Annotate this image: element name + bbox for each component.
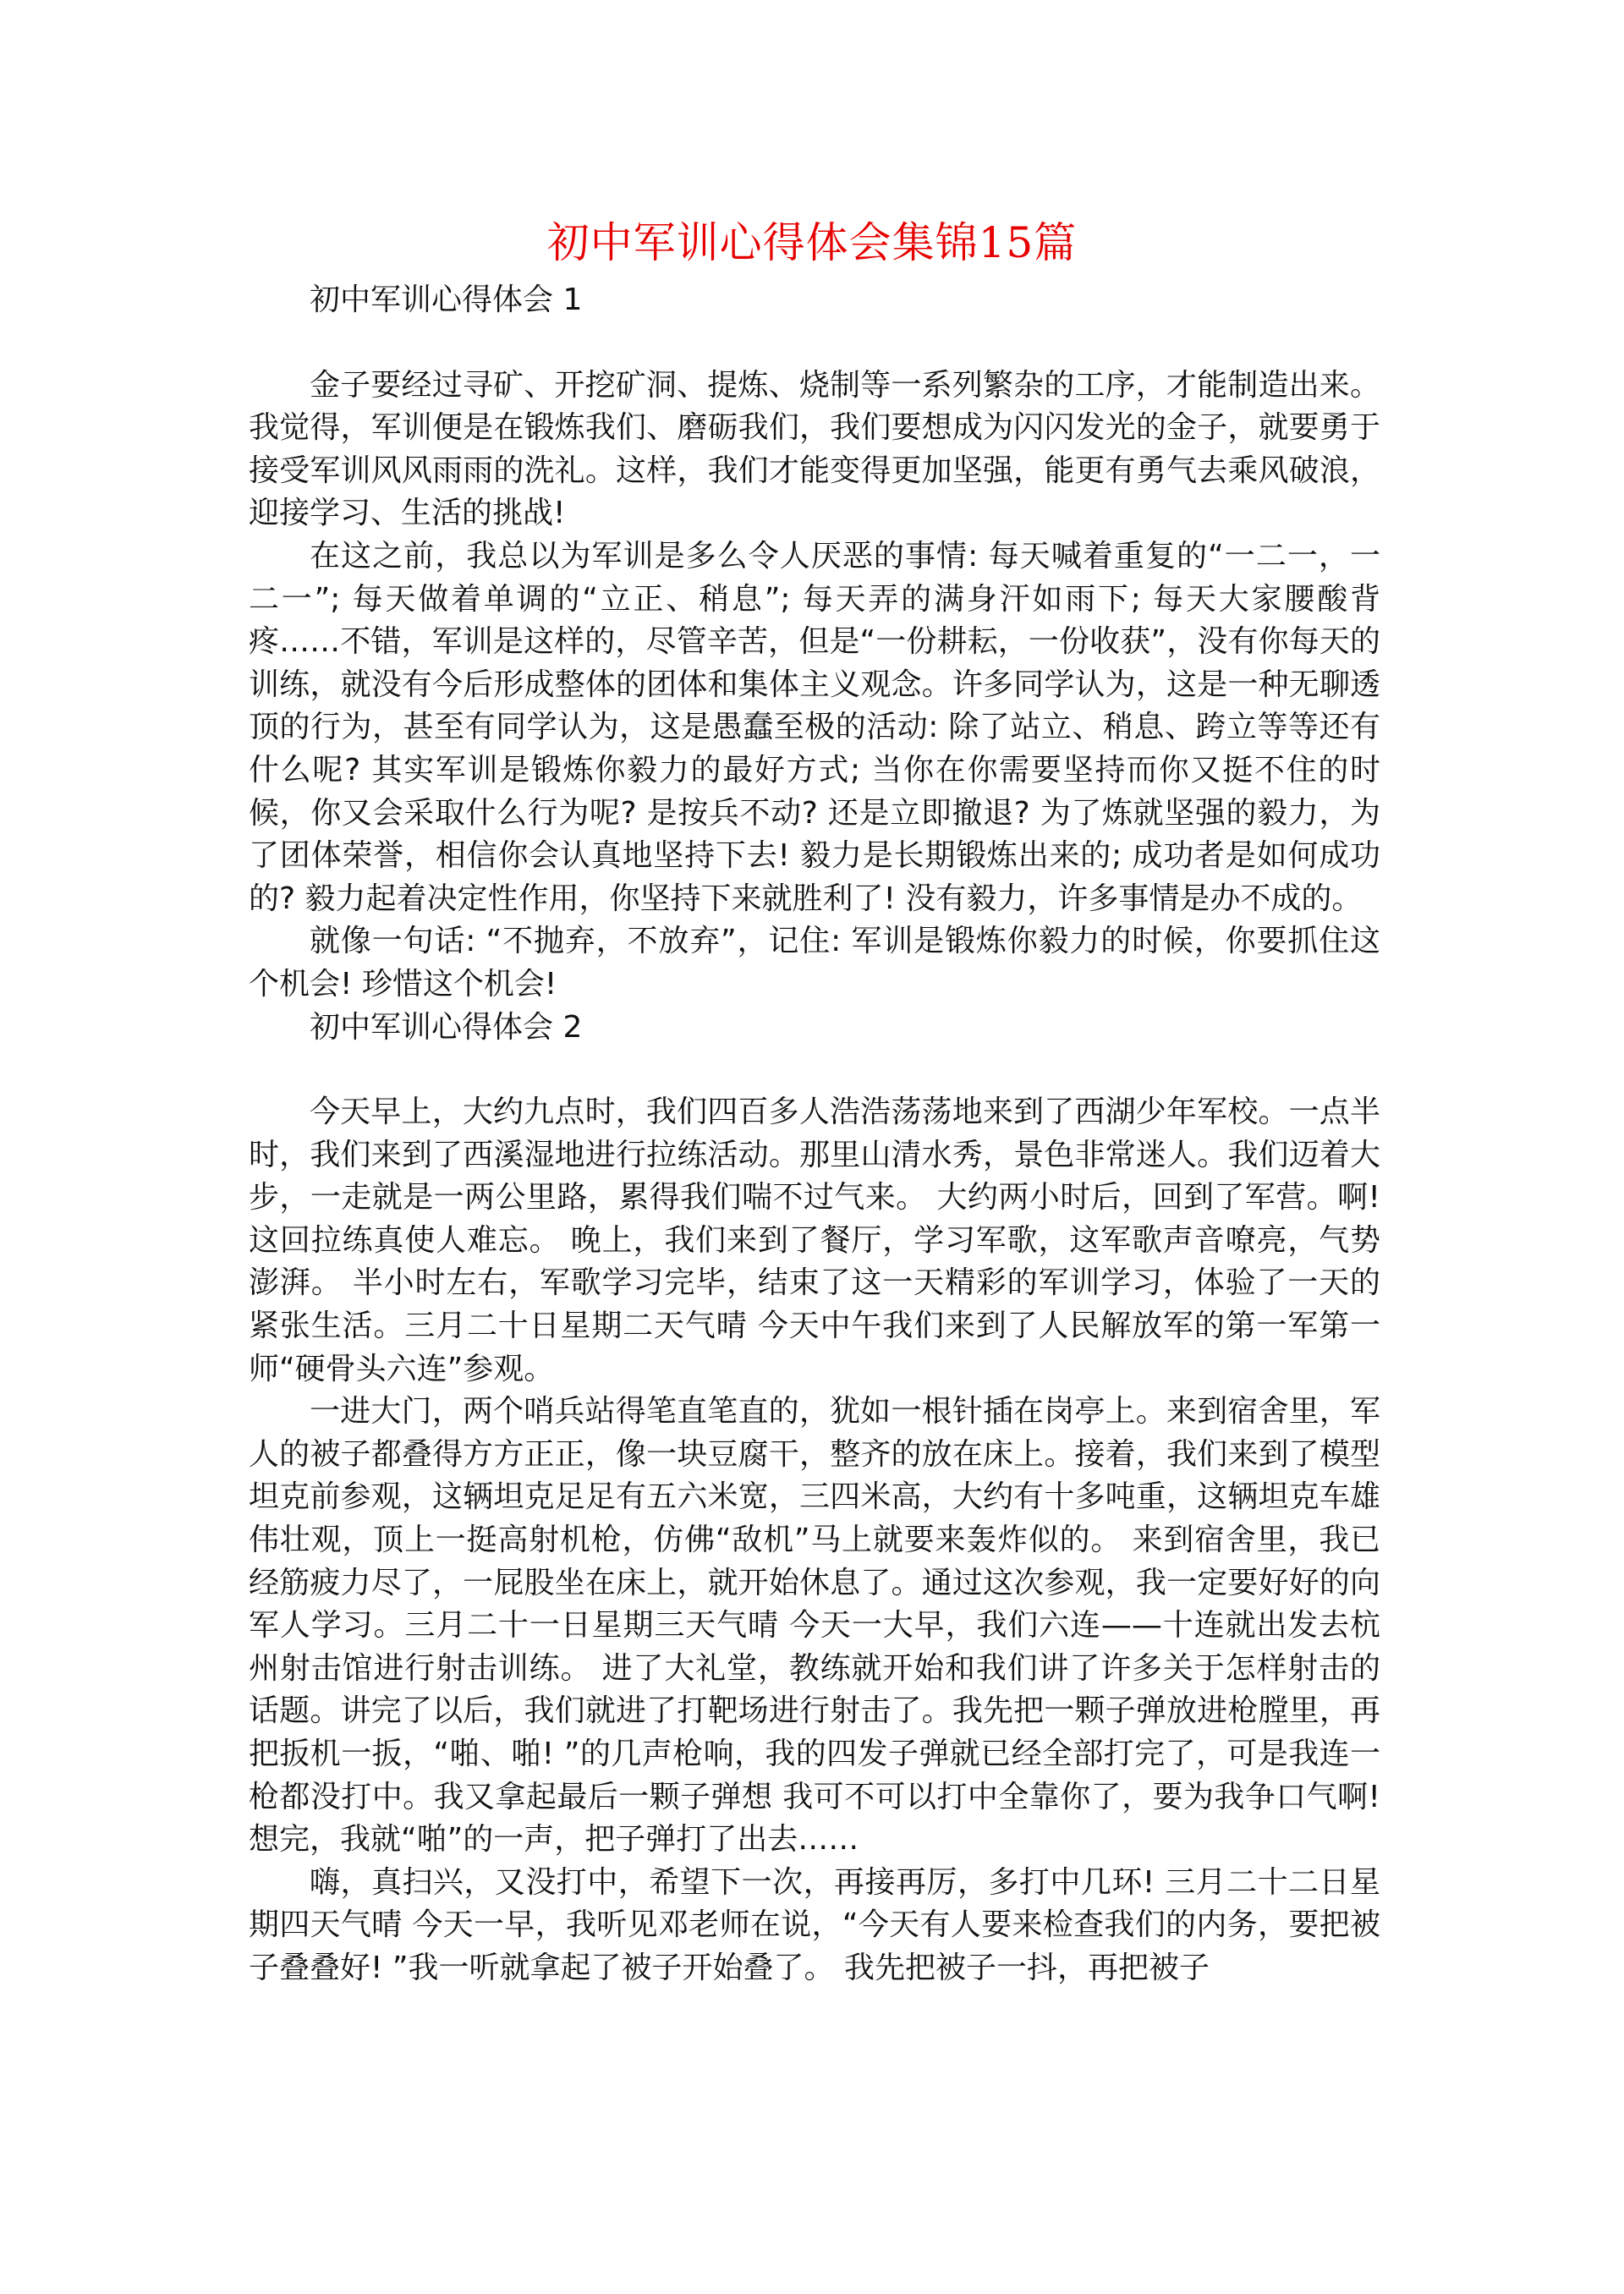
blank-line xyxy=(249,1049,1380,1091)
section-heading: 初中军训心得体会 1 xyxy=(310,283,583,317)
paragraph: 金子要经过寻矿、开挖矿洞、提炼、烧制等一系列繁杂的工序，才能制造出来。我觉得，军训便是在锻炼我们、磨砺我们，我们要想成为闪闪发光的金子，就要勇于接受军训风风雨雨的洗礼。这样，我们才能变得更加坚强，能更有勇气去乘风破浪，迎接学习、生活的挑战! xyxy=(249,367,1380,531)
paragraph: 一进大门，两个哨兵站得笔直笔直的，犹如一根针插在岗亭上。来到宿舍里，军人的被子都叠得方方正正，像一块豆腐干，整齐的放在床上。接着，我们来到了模型坦克前参观，这辆坦克足足有五六米宽，三四米高，大约有十多吨重，这辆坦克车雄伟壮观，顶上一挺高射机枪，仿佛“敌机”马上就要来轰炸似的。 来到宿舍里，我已经筋疲力尽了，一屁股坐在床上，就开始休息了。通过这次参观，我一定要好好的向军人学习。三月二十一日星期三天气晴 今天一大早，我们六连——十连就出发去杭州射击馆进行射击训练。 进了大礼堂，教练就开始和我们讲了许多关于怎样射击的话题。讲完了以后，我们就进了打靶场进行射击了。我先把一颗子弹放进枪膛里，再把扳机一扳，“啪、啪! ”的几声枪响，我的四发子弹就已经全部打完了，可是我连一枪都没打中。我又拿起最后一颗子弹想 我可不可以打中全靠你了，要为我争口气啊! 想完，我就“啪”的一声，把子弹打了出去…… xyxy=(249,1394,1380,1858)
blank-line xyxy=(249,322,1380,365)
section-heading: 初中军训心得体会 2 xyxy=(310,1009,583,1045)
paragraph: 就像一句话: “不抛弃，不放弃”，记住: 军训是锻炼你毅力的时候，你要抓住这个机会! 珍惜这个机会! xyxy=(249,924,1380,1002)
paragraph: 嗨，真扫兴，又没打中，希望下一次，再接再厉，多打中几环! 三月二十二日星期四天气晴 今天一早，我听见邓老师在说，“今天有人要来检查我们的内务，要把被子叠叠好! ”我一听就拿起了被子开始叠了。 我先把被子一抖，再把被子 xyxy=(249,1864,1380,1985)
document-title: 初中军训心得体会集锦15篇 xyxy=(546,218,1078,267)
document-body xyxy=(249,279,1380,1990)
paragraph: 在这之前，我总以为军训是多么令人厌恶的事情: 每天喊着重复的“一二一，一二一”; 每天做着单调的“立正、稍息”; 每天弄的满身汗如雨下; 每天大家腰酸背疼……不错，军训是这样的，尽管辛苦，但是“一份耕耘，一份收获”，没有你每天的训练，就没有今后形成整体的团体和集体主义观念。许多同学认为，这是一种无聊透顶的行为，甚至有同学认为，这是愚蠢至极的活动: 除了站立、稍息、跨立等等还有什么呢? 其实军训是锻炼你毅力的最好方式; 当你在你需要坚持而你又挺不住的时候，你又会采取什么行为呢? 是按兵不动? 还是立即撤退? 为了炼就坚强的毅力，为了团体荣誉，相信你会认真地坚持下去! 毅力是长期锻炼出来的; 成功者是如何成功的? 毅力起着决定性作用，你坚持下来就胜利了! 没有毅力，许多事情是办不成的。 xyxy=(249,538,1380,916)
paragraph: 今天早上，大约九点时，我们四百多人浩浩荡荡地来到了西湖少年军校。一点半时，我们来到了西溪湿地进行拉练活动。那里山清水秀，景色非常迷人。我们迈着大步，一走就是一两公里路，累得我们喘不过气来。 大约两小时后，回到了军营。啊! 这回拉练真使人难忘。 晚上，我们来到了餐厅，学习军歌，这军歌声音嘹亮，气势澎湃。 半小时左右，军歌学习完毕，结束了这一天精彩的军训学习，体验了一天的紧张生活。三月二十日星期二天气晴 今天中午我们来到了人民解放军的第一军第一师“硬骨头六连”参观。 xyxy=(249,1095,1380,1386)
